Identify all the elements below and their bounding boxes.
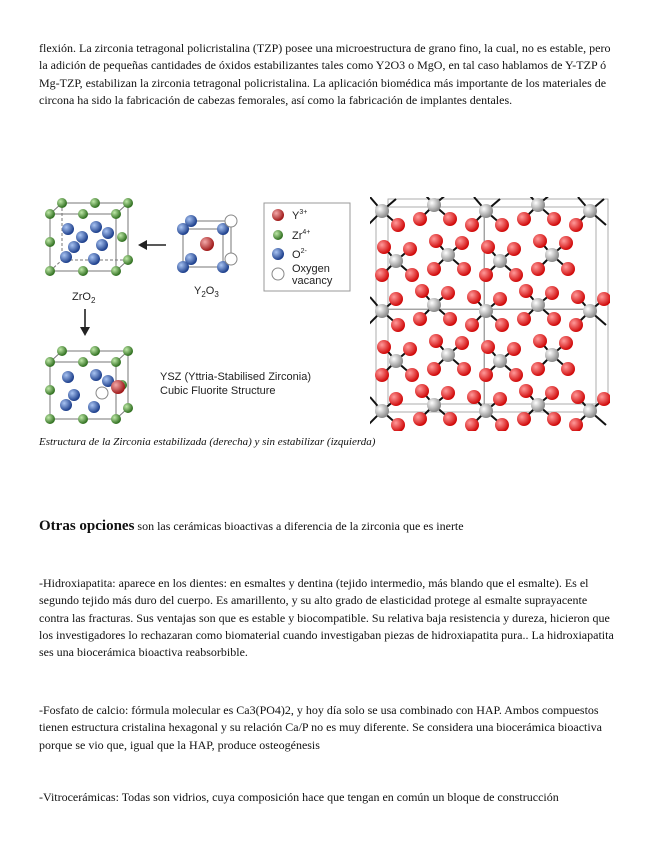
oxygen-atom [507,242,521,256]
oxygen-atom [389,292,403,306]
oxygen-atom [391,318,405,332]
zirconium-atom [375,204,389,218]
oxygen-atom [377,340,391,354]
oxygen-atom [457,362,471,376]
zirconium-atom [479,404,493,418]
oxygen-atom [457,262,471,276]
oxygen-atom [517,412,531,426]
oxygen-atom [561,262,575,276]
oxygen-atom [547,312,561,326]
oxygen-atom [391,218,405,232]
oxygen-atom [531,262,545,276]
zirconium-atom [583,404,597,418]
zro2-atoms [45,198,133,276]
oxygen-atom [571,290,585,304]
zirconium-atom [531,198,545,212]
oxygen-atom [403,242,417,256]
zirconium-atom [479,204,493,218]
oxygen-atom [427,262,441,276]
oxygen-atom [561,362,575,376]
stabilized-zirconia-lattice [370,197,610,431]
oxygen-atom [443,212,457,226]
y2o3-atoms [177,215,237,273]
zirconium-atom [493,254,507,268]
oxygen-atom [443,312,457,326]
oxygen-atom [571,390,585,404]
intro-paragraph: flexión. La zirconia tetragonal policristalina (TZP) posee una microestructura de grano fino, la cual, no es estable, pero la adición de pequeñas cantidades de óxidos estabilizantes tales como Y2O3 o MgO, en tal caso hablamos de Y-TZP ó Mg-TZP, estabilizan la zirconia tetragonal policristalina. La aplicación biomédica más importante de los materiales de circona ha sido la fabricación de cabezas femorales, así como la fabricación de implantes dentales. [39,41,611,107]
section-heading-bold: Otras opciones [39,518,135,534]
oxygen-atom [405,368,419,382]
figure-caption: Estructura de la Zirconia estabilizada (derecha) y sin estabilizar (izquierda) [39,436,376,448]
zirconium-atom [545,248,559,262]
oxygen-atom [559,236,573,250]
oxygen-atom [413,212,427,226]
zro2-label: ZrO$_2$ [72,291,96,305]
oxygen-atom [519,384,533,398]
zirconium-atom [583,204,597,218]
zirconia-structure-diagram [38,197,354,431]
oxygen-atom [493,392,507,406]
oxygen-atom [377,240,391,254]
oxygen-atom [507,342,521,356]
oxygen-atom [547,212,561,226]
oxygen-atom [441,386,455,400]
oxygen-atom [545,386,559,400]
ysz-subtitle: Cubic Fluorite Structure [160,385,276,397]
zirconium-atom [389,254,403,268]
oxygen-atom [481,240,495,254]
zirconium-atom [427,198,441,212]
svg-text:Y3+: $Y^{3+}$ [292,209,308,222]
svg-text:O2-: $O^{2-}$ [292,248,307,261]
oxygen-atom [533,234,547,248]
oxygen-atom [569,318,583,332]
zirconium-atom [531,298,545,312]
oxygen-atom [495,318,509,332]
zirconium-atom [375,404,389,418]
ysz-atoms [45,346,133,424]
zirconium-atom [389,354,403,368]
oxygen-atom [405,268,419,282]
zirconium-atom [427,298,441,312]
zirconium-atom [545,348,559,362]
oxygen-atom [427,362,441,376]
oxygen-atom [533,334,547,348]
oxygen-atom [375,268,389,282]
svg-text:vacancy: vacancy [292,275,333,287]
zirconium-atom [427,398,441,412]
fosfato-paragraph: -Fosfato de calcio: fórmula molecular es Ca3(PO4)2, y hoy día solo se usa combinado con HAP. Ambos compuestos tienen estructura cristalina hexagonal y su relación Ca/P no es muy diferente. Se considera una biocerámica bioactiva porque se vio que, igual que la HAP, produce osteogénesis [39,703,603,752]
vitroceramicas-paragraph: -Vitrocerámicas: Todas son vidrios, cuya composición hace que tengan en común un bloque de construcción [39,790,559,804]
oxygen-atom [465,218,479,232]
zirconium-atom [531,398,545,412]
oxygen-atom [455,236,469,250]
svg-text:Oxygen: Oxygen [292,263,330,275]
zirconia-figure [38,197,610,431]
oxygen-atom [429,334,443,348]
oxygen-atom [467,290,481,304]
oxygen-atom [559,336,573,350]
oxygen-atom [403,342,417,356]
oxygen-atom [481,340,495,354]
oxygen-atom [413,312,427,326]
zirconium-atom [375,304,389,318]
oxygen-atom [429,234,443,248]
oxygen-atom [375,368,389,382]
oxygen-atom [531,362,545,376]
zirconium-atom [441,248,455,262]
oxygen-atom [495,218,509,232]
oxygen-atom [479,268,493,282]
oxygen-atom [517,312,531,326]
oxygen-atom [389,392,403,406]
zirconium-atom [583,304,597,318]
y2o3-label: $Y_2O_3$ [194,285,219,299]
oxygen-atom [441,286,455,300]
section-heading [39,518,464,535]
oxygen-atom [493,292,507,306]
oxygen-atom [413,412,427,426]
oxygen-atom [569,218,583,232]
hidroxiapatita-paragraph: -Hidroxiapatita: aparece en los dientes: en esmaltes y dentina (tejido intermedio, más blando que el esmalte). Es el segundo tejido más duro del cuerpo. Es amarillento, y su alto grado de elasticidad protege al esmalte suprayacente contra las fracturas. Sus ventajas son que es estable y biocompatible. Su relativa baja resistencia y dureza, hicieron que los investigadores lo rechazaran como biomaterial cuando investigaban piezas de hidroxiapatita pura.. La hidroxiapatita ses una biocerámica bioactiva reabsorbible. [39,576,614,660]
oxygen-atom [443,412,457,426]
arrow-down [80,309,90,336]
svg-text:Zr4+: $Zr^{4+}$ [292,229,311,242]
oxygen-atom [517,212,531,226]
oxygen-atom [479,368,493,382]
oxygen-atom [415,284,429,298]
oxygen-atom [545,286,559,300]
lattice-atoms [375,198,610,431]
section-heading-text: son las cerámicas bioactivas a diferencia de la zirconia que es inerte [134,519,464,533]
oxygen-atom [547,412,561,426]
legend [264,203,350,291]
zirconium-atom [493,354,507,368]
oxygen-atom [509,368,523,382]
oxygen-atom [465,318,479,332]
oxygen-atom [455,336,469,350]
zirconium-atom [479,304,493,318]
zirconium-atom [441,348,455,362]
oxygen-atom [415,384,429,398]
ysz-title: YSZ (Yttria-Stabilised Zirconia) [160,371,311,383]
arrow-left [138,240,166,250]
oxygen-atom [519,284,533,298]
oxygen-atom [509,268,523,282]
oxygen-atom [467,390,481,404]
